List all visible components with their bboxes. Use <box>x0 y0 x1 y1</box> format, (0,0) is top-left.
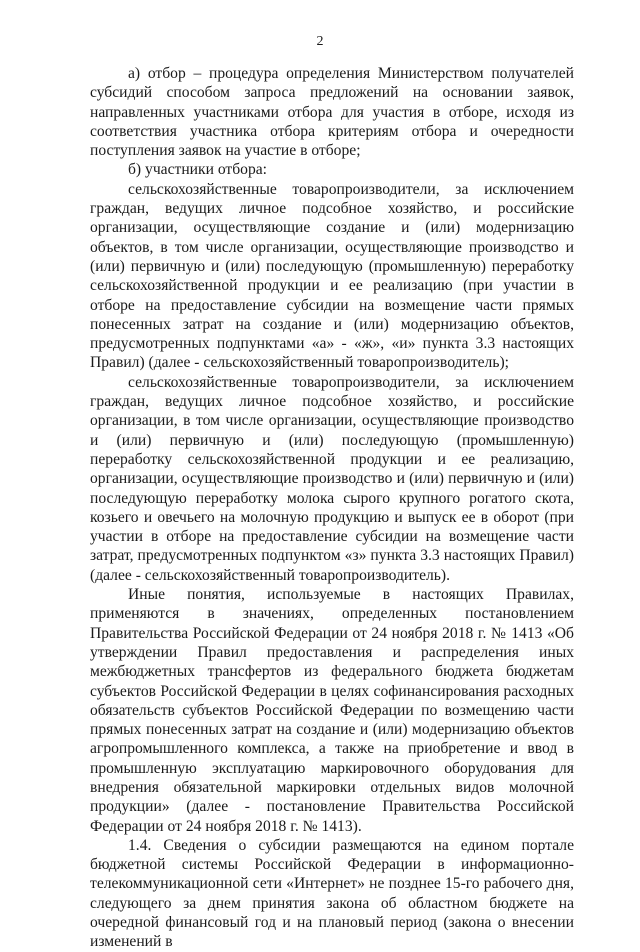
paragraph-producers-milk: сельскохозяйственные товаропроизводители, за исключением граждан, ведущих личное подсобное хозяйство, и российские организации, в том числе организации, осуществляющие производство и (или) первичную и (или) последующую (промышленную) переработку сельскохозяйственной продукции и ее реализацию, организации, осуществляющие производство и (или) первичную и (или) последующую переработку молока сырого крупного рогатого скота, козьего и овечьего на молочную продукцию и выпуск ее в оборот (при участии в отборе на предоставление субсидии на возмещение части затрат, предусмотренных подпунктом «з» пункта 3.3 настоящих Правил) (далее - сельскохозяйственный товаропроизводитель). <box>90 373 574 584</box>
paragraph-other-terms: Иные понятия, используемые в настоящих Правилах, применяются в значениях, определенных постановлением Правительства Российской Федерации от 24 ноября 2018 г. № 1413 «Об утверждении Правил предоставления и распределения иных межбюджетных трансфертов из федерального бюджета бюджетам субъектов Российской Федерации в целях софинансирования расходных обязательств субъектов Российской Федерации по возмещению части прямых понесенных затрат на создание и (или) модернизацию объектов агропромышленного комплекса, а также на приобретение и ввод в промышленную эксплуатацию маркировочного оборудования для внедрения обязательной маркировки отдельных видов молочной продукции» (далее - постановление Правительства Российской Федерации от 24 ноября 2018 г. № 1413). <box>90 586 574 835</box>
paragraph-producers-objects: сельскохозяйственные товаропроизводители, за исключением граждан, ведущих личное подсобное хозяйство, и российские организации, осуществляющие создание и (или) модернизацию объектов, в том числе организации, осуществляющие производство и (или) первичную и (или) последующую (промышленную) переработку сельскохозяйственной продукции и ее реализацию (при участии в отборе на предоставление субсидии на возмещение части прямых понесенных затрат на создание и (или) модернизацию объектов, предусмотренных подпунктами «а» - «ж», «и» пункта 3.3 настоящих Правил) (далее - сельскохозяйственный товаропроизводитель); <box>90 180 574 372</box>
document-body <box>90 64 574 952</box>
page-number: 2 <box>316 34 324 49</box>
paragraph-selection-definition: а) отбор – процедура определения Министерством получателей субсидий способом запроса предложений на основании заявок, направленных участниками отбора для участия в отборе, исходя из соответствия участника отбора критериям отбора и очередности поступления заявок на участие в отборе; <box>90 65 574 160</box>
paragraph-subsidy-info: 1.4. Сведения о субсидии размещаются на едином портале бюджетной системы Российской Федерации в информационно-телекоммуникационной сети «Интернет» не позднее 15-го рабочего дня, следующего за днем принятия закона об областном бюджете на очередной финансовый год и на плановый период (закона о внесении изменений в <box>90 836 574 951</box>
paragraph-participants-heading: б) участники отбора: <box>128 161 268 179</box>
